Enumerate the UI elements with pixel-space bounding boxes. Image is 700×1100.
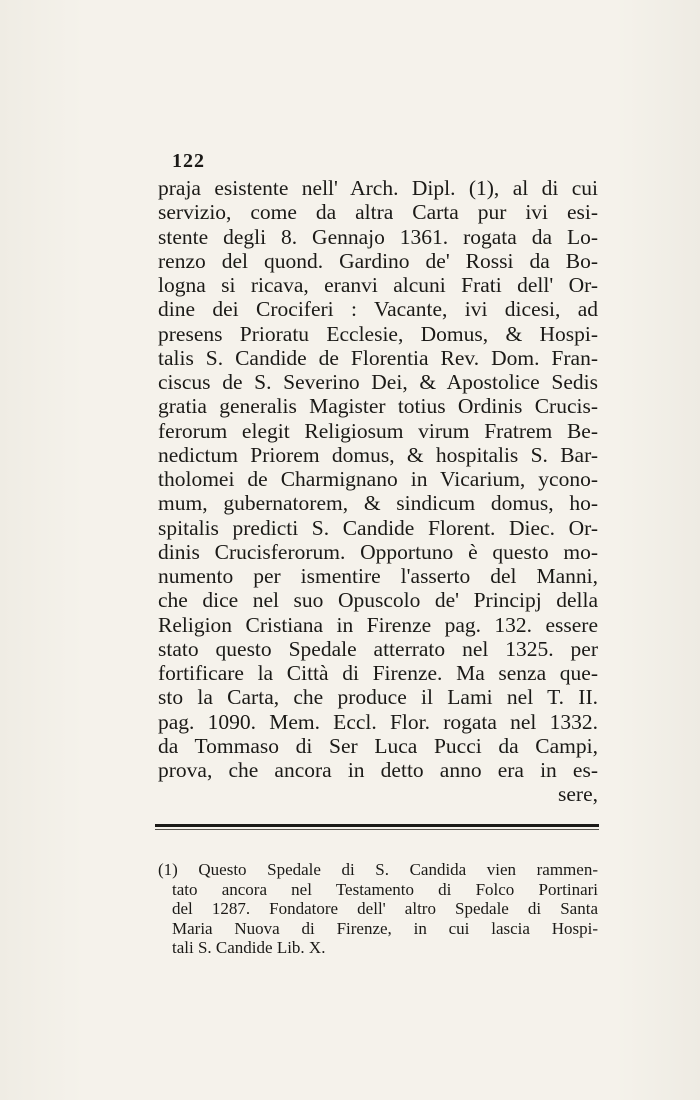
text-line: tholomei de Charmignano in Vicarium, yconο- bbox=[158, 467, 598, 491]
footnote-line: Maria Nuova di Firenze, in cui lascia Hospi- bbox=[172, 918, 598, 938]
footnote-rule bbox=[155, 824, 599, 827]
text-line: nedictum Priorem domus, & hospitalis S. Bar- bbox=[158, 442, 598, 467]
footnote-line: tali S. Candide Lib. X. bbox=[172, 938, 326, 957]
catchword-line: sere, bbox=[558, 782, 598, 807]
text-line: sto la Carta, che produce il Lami nel T. II. bbox=[158, 685, 598, 710]
text-line: che dice nel suo Opuscolo de' Principj della bbox=[158, 588, 598, 613]
text-line: renzo del quond. Gardino de' Rossi da Bo- bbox=[158, 248, 598, 273]
text-line: servizio, come da altra Carta pur ivi esi- bbox=[158, 200, 598, 225]
text-line: ferorum elegit Religiosum virum Fratrem Be- bbox=[158, 418, 598, 443]
text-line: da Tommaso di Ser Luca Pucci da Campi, bbox=[158, 733, 598, 758]
body-text bbox=[158, 176, 598, 807]
text-line: stente degli 8. Gennajo 1361. rogata da Lo- bbox=[158, 224, 598, 249]
text-line: numento per ismentire l'asserto del Manni, bbox=[158, 564, 598, 588]
text-line: logna si ricava, eranvi alcuni Frati dell' Or- bbox=[158, 273, 598, 297]
footnote-line: del 1287. Fondatore dell' altro Spedale di Santa bbox=[172, 899, 598, 918]
text-line: mum, gubernatorem, & sindicum domus, ho- bbox=[158, 491, 598, 516]
text-line: dinis Crucisferorum. Opportuno è questo mo- bbox=[158, 539, 598, 564]
text-line: Religion Cristiana in Firenze pag. 132. essere bbox=[158, 612, 598, 637]
text-line: pag. 1090. Mem. Eccl. Flor. rogata nel 1332. bbox=[158, 709, 598, 734]
text-line: dine dei Crociferi : Vacante, ivi dicesi, ad bbox=[158, 297, 598, 322]
text-line: stato questo Spedale atterrato nel 1325. per bbox=[158, 636, 598, 661]
text-line: gratia generalis Magister totius Ordinis Crucis- bbox=[158, 394, 598, 419]
text-line: spitalis predicti S. Candide Florent. Diec. Or- bbox=[158, 515, 598, 540]
footnote-line: tato ancora nel Testamento di Folco Portinari bbox=[172, 879, 598, 899]
footnote-rule-thin bbox=[155, 829, 599, 830]
text-line: presens Prioratu Ecclesie, Domus, & Hospi- bbox=[158, 321, 598, 346]
text-line: praja esistente nell' Arch. Dipl. (1), al di cui bbox=[158, 176, 598, 200]
text-line: prova, che ancora in detto anno era in es- bbox=[158, 758, 598, 782]
footnote-line: (1) Questo Spedale di S. Candida vien rammen- bbox=[158, 860, 598, 879]
text-line: talis S. Candide de Florentia Rev. Dom. Fran- bbox=[158, 345, 598, 370]
text-line: ciscus de S. Severino Dei, & Apostolice Sedis bbox=[158, 370, 598, 394]
page-number: 122 bbox=[172, 150, 205, 172]
text-line: fortificare la Città di Firenze. Ma senza que- bbox=[158, 661, 598, 685]
footnote bbox=[158, 860, 598, 958]
